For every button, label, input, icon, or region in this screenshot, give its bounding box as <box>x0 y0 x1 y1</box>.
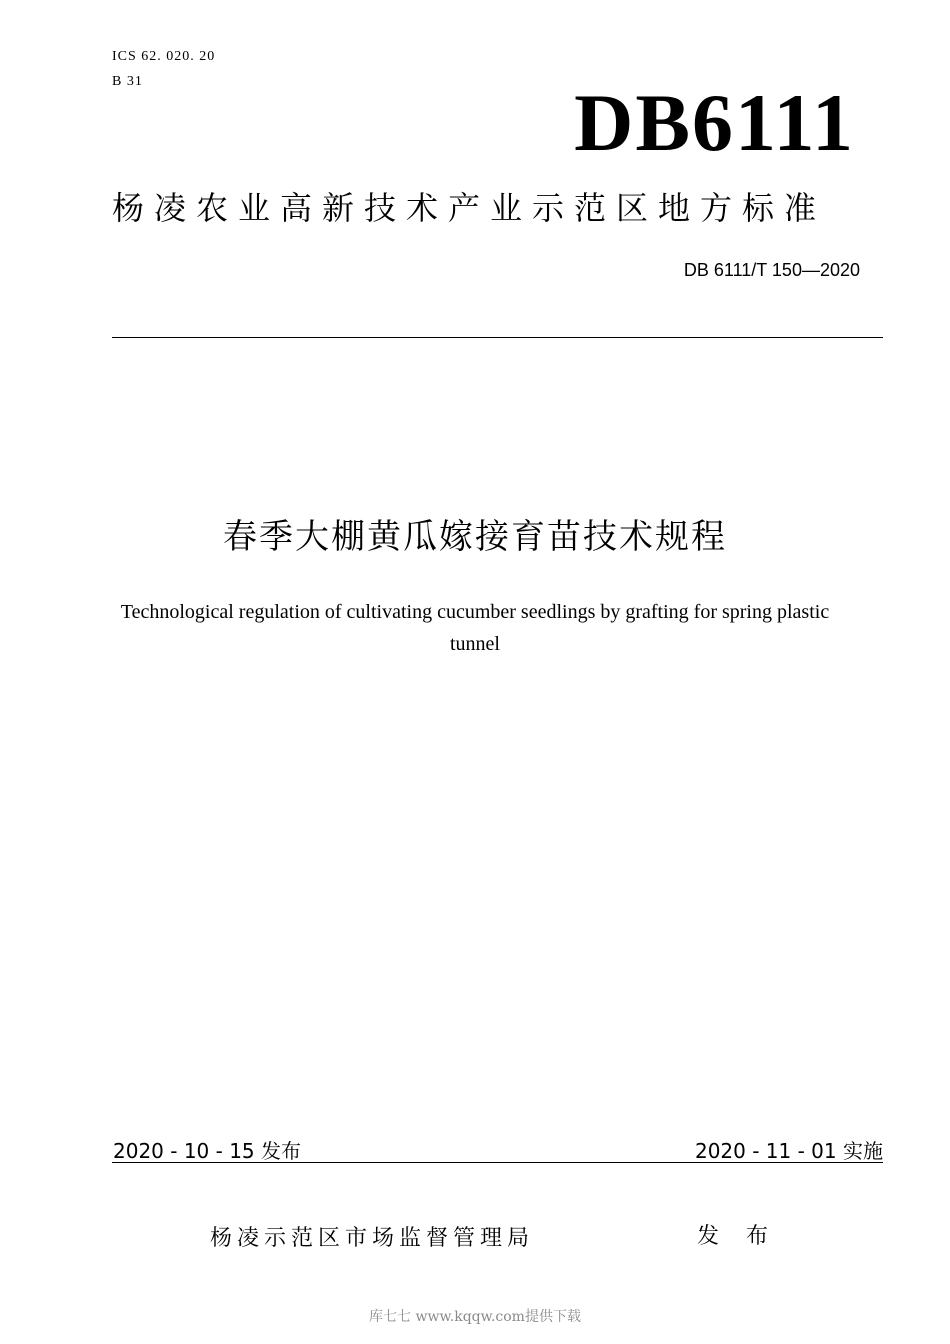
document-title-english: Technological regulation of cultivating cucumber seedlings by grafting for spring plastic tunnel <box>120 601 830 655</box>
bottom-divider <box>112 1162 883 1163</box>
download-watermark: 库七七 www.kqqw.com提供下载 <box>369 1309 581 1325</box>
standard-logo: DB6111 <box>574 77 855 168</box>
ccs-code: B 31 <box>112 74 143 89</box>
issuing-authority: 杨凌示范区市场监督管理局 <box>210 1226 535 1251</box>
publish-label: 发 布 <box>697 1224 778 1249</box>
ics-code: ICS 62. 020. 20 <box>112 49 216 64</box>
issuer-title: 杨凌农业高新技术产业示范区地方标准 <box>112 189 827 227</box>
standard-number: DB 6111/T 150—2020 <box>683 260 860 280</box>
document-title-chinese: 春季大棚黄瓜嫁接育苗技术规程 <box>223 517 727 557</box>
implementation-date: 2020 - 11 - 01 实施 <box>694 1139 883 1163</box>
top-divider <box>112 337 883 338</box>
issue-date: 2020 - 10 - 15 发布 <box>113 1139 302 1163</box>
